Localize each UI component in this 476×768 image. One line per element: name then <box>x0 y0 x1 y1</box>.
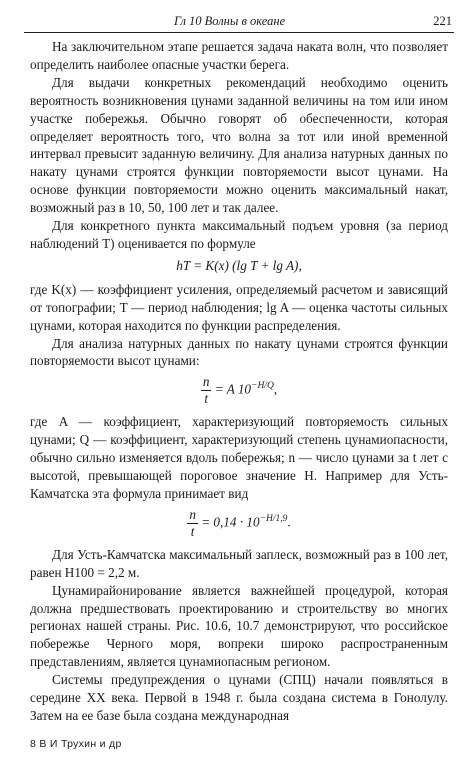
exponent: −H/Q <box>251 381 274 392</box>
paragraph: Для выдачи конкретных рекомендаций необходимо оценить вероятность возникновения цунами заданной величины на том или ином участке побережья. Обычно говорят об обеспеченности, которая определяет вероятность того, что волна за тот или иной временной интервал превысит заданную величину. Для анализа натурных данных по накату цунами строятся функции повторяемости высот цунами. На основе функции повторяемости можно оценить максимальный накат, возможный раз в 10, 50, 100 лет и так далее. <box>30 74 448 216</box>
denominator: t <box>204 391 208 407</box>
denominator: t <box>190 523 195 539</box>
page-header <box>24 10 454 33</box>
exponent: −H/1,9 <box>259 513 288 524</box>
fraction <box>201 374 212 407</box>
formula-punct: . <box>287 514 291 530</box>
running-head: Гл 10 Волны в океане <box>174 14 286 28</box>
signature-mark: 8 В И Трухин и др <box>30 738 122 750</box>
formula-ust-kamchatsk <box>30 507 448 540</box>
formula-rhs: = 0,14 · 10 <box>201 514 260 530</box>
page-number: 221 <box>433 14 452 28</box>
paragraph: Цунамирайонирование является важнейшей процедурой, которая должна предшествовать проектированию и строительству во многих регионах нашей страны. Рис. 10.6, 10.7 демонстрируют, что российское побережье Черного моря, вопреки широко распространенным представлениям, является цунамиопасным регионом. <box>30 582 448 670</box>
formula-rhs: = A 10 <box>214 381 252 397</box>
formula-recurrence <box>30 374 448 407</box>
numerator: n <box>189 506 196 522</box>
paragraph: Для конкретного пункта максимальный подъем уровня (за период наблюдений T) оценивается по формуле <box>30 218 448 251</box>
paragraph: Для Усть-Камчатска максимальный заплеск, возможный раз в 100 лет, равен H100 = 2,2 м. <box>30 546 448 580</box>
paragraph: Для анализа натурных данных по накату цунами строятся функции повторяемости высот цунами: <box>30 335 448 369</box>
body-text <box>30 38 448 725</box>
numerator: n <box>202 374 210 390</box>
paragraph: где K(x) — коэффициент усиления, определяемый расчетом и зависящий от топографии; T — период наблюдения; lg A — оценка частоты сильных цунами, которая находится по функции распределения. <box>30 281 448 333</box>
formula-max-runup: hT = K(x) (lg T + lg A), <box>176 257 302 273</box>
paragraph: Системы предупреждения о цунами (СПЦ) начали появляться в середине XX века. Первой в 1948 г. была создана система в Гонолулу. Затем на ее базе была создана международная <box>30 672 448 723</box>
paragraph: На заключительном этапе решается задача наката волн, что позволяет определить наиболее опасные участки берега. <box>30 39 448 72</box>
formula-punct: , <box>273 381 278 397</box>
fraction <box>187 507 198 540</box>
paragraph: где A — коэффициент, характеризующий повторяемость сильных цунами; Q — коэффициент, характеризующий степень цунамиопасности, обычно сильно изменяется вдоль побережья; n — число цунами за t лет с высотой, превышающей пороговое значение H. Например для Усть-Камчатска эта формула принимает вид <box>30 414 448 501</box>
